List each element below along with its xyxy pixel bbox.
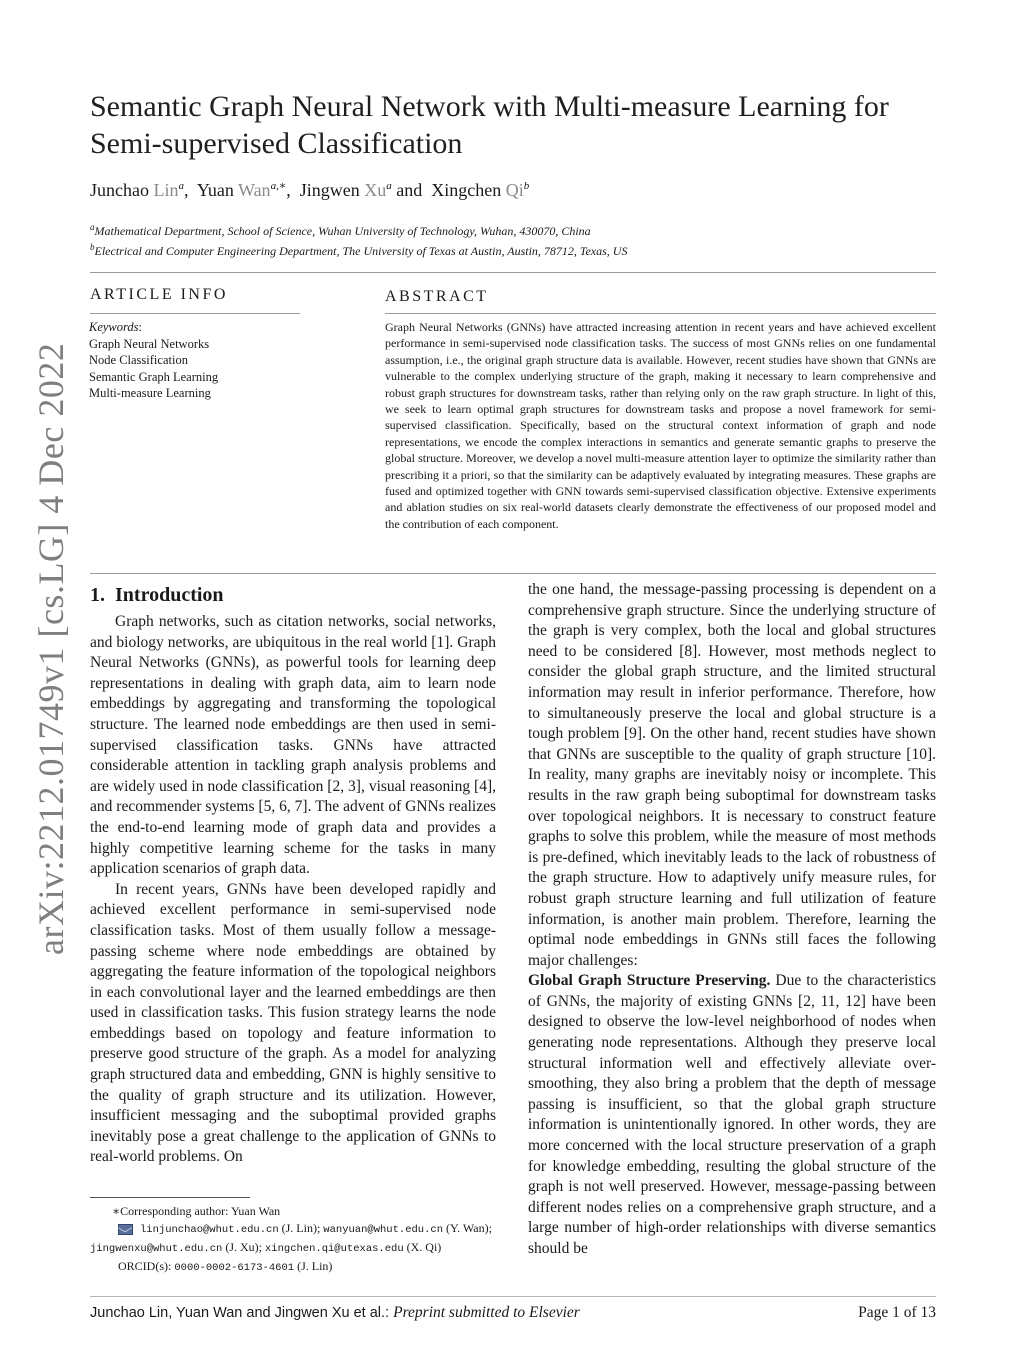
affiliation-text: Mathematical Department, School of Science, Wuhan University of Technology, Wuhan, 430070, China [94, 224, 591, 238]
footnote-rule [90, 1197, 250, 1198]
author-affil-mark: a [386, 180, 392, 192]
body-paragraph: Graph networks, such as citation networks, social networks, and biology networks, are ubiquitous in the real world [1]. Graph Neural Networks (GNNs), as powerful tools for learning deep representations in dealing with graph data, aim to learn node embeddings by aggregating and transforming the topological structure. The learned node embeddings are then used in semi-supervised classification tasks. GNNs have attracted considerable attention in tackling graph analysis problems and are widely used in node classification [2, 3], visual reasoning [4], and recommender systems [5, 6, 7]. The advent of GNNs realizes the end-to-end learning mode of graph data and provides a highly competitive learning scheme for the tasks in many application scenarios of graph data. [90, 613, 496, 878]
affiliation-b [90, 242, 627, 259]
author-list: Junchao Lin$^a$, Yuan Wan$^{a,∗}$, Jingwen Xu$^a$ and Xingchen Qi$^b$ [90, 180, 530, 200]
challenge-paragraph [528, 971, 936, 1259]
keywords-block: Keywords: Graph Neural Networks Node Classification Semantic Graph Learning Multi-measure Learning [89, 320, 219, 400]
affiliation-mark: b [90, 242, 95, 252]
challenge-text: Due to the characteristics of GNNs, the majority of existing GNNs [2, 11, 12] have been designed to observe the low-level neighborhood of nodes when generating node representations. Although they preserve local structural information well and effectively alleviate over-smoothing, they also bring a problem that the depth of message passing is insufficient, so that the global graph structure information is unintentionally ignored. In other words, they are more concerned with the local structure preservation of a graph for knowledge embedding, resulting the global structure of the graph is not well preserved. However, message-passing between different nodes relies on a comprehensive graph structure, and a large number of high-order relationships with diverse semantics should be [528, 972, 936, 1257]
email-owner: (J. Lin); [278, 1221, 324, 1235]
article-info-rule [90, 313, 300, 314]
orcid-id[interactable]: 0000-0002-6173-4601 [174, 1262, 295, 1274]
abstract-text: Graph Neural Networks (GNNs) have attracted increasing attention in recent years and have achieved excellent performance in semi-supervised node classification tasks. The success of most GNNs relies on one fundamental assumption, i.e., the original graph structure data is available. However, recent studies have shown that GNNs are vulnerable to the complex underlying structure of the graph, making it necessary to learn comprehensive and robust graph structures for downstream tasks, rather than relying only on the raw graph structure. In light of this, we seek to learn optimal graph structures for downstream tasks and propose a novel framework for semi-supervised classification. Specifically, based on the structural context information of graph and node representations, we encode the complex interactions in semantics and generate semantic graphs to preserve the global structure. Moreover, we develop a novel multi-measure attention layer to optimize the similarity rather than prescribing it a priori, so that the similarity can be adaptively evaluated by integrating measures. These graphs are fused and optimized together with GNN towards semi-supervised classification objective. Extensive experiments and ablation studies on six real-world datasets clearly demonstrate the effectiveness of our proposed model and the contribution of each component. [385, 320, 936, 531]
keyword: Semantic Graph Learning [89, 369, 219, 384]
email-link[interactable]: xingchen.qi@utexas.edu [265, 1243, 404, 1255]
email-link[interactable]: jingwenxu@whut.edu.cn [90, 1243, 223, 1255]
header-rule [90, 272, 936, 273]
article-info-heading: ARTICLE INFO [90, 286, 228, 303]
section-title: Introduction [115, 584, 224, 606]
footer-venue: Preprint submitted to Elsevier [393, 1304, 580, 1321]
email-line [90, 1239, 500, 1258]
footer-rule [90, 1296, 936, 1297]
author-affil-mark: a,∗ [270, 180, 287, 192]
orcid-label: ORCID(s): [118, 1259, 175, 1273]
author-conjunction: and [396, 180, 423, 200]
body-paragraph: the one hand, the message-passing processing is dependent on a comprehensive graph structure. Since the underlying structure of the graph is very complex, both the local and global structures need to be considered [8]. However, most methods neglect to consider the global graph structure, and the limited structural information may result in inferior performance. Therefore, how to simultaneously preserve the local and global structure is a tough problem [9]. On the other hand, recent studies have shown that GNNs are susceptible to the quality of graph structure [10]. In reality, many graphs are inevitably noisy or incomplete. This results in the raw graph being suboptimal for downstream tasks over topological neighbors. It is necessary to construct feature graphs to solve this problem, while the measure of most methods is pre-defined, which inevitably leads to the lack of robustness of the graph structure. How to adaptively unify measure rules, for robust graph structure learning and full utilization of feature information, is another main problem. Therefore, learning the optimal node embeddings in GNNs still faces the following major challenges: [528, 581, 936, 969]
affiliation-text: Electrical and Computer Engineering Department, The University of Texas at Austin, Austin, 78712, Texas, US [94, 244, 628, 258]
author-surname: Lin [153, 180, 179, 200]
affiliation-mark: a [90, 222, 95, 232]
email-owner: (Y. Wan); [443, 1221, 492, 1235]
orcid-line [90, 1258, 500, 1277]
author-given: Junchao [90, 180, 149, 200]
keywords-label: Keywords [89, 320, 139, 334]
abstract-heading: ABSTRACT [385, 288, 489, 305]
author-surname: Wan [238, 180, 271, 200]
author-surname: Qi [505, 180, 524, 200]
author-affil-mark: b [523, 180, 530, 192]
author-given: Jingwen [299, 180, 360, 200]
abstract-bottom-rule [90, 573, 936, 574]
email-link[interactable]: linjunchao@whut.edu.cn [140, 1224, 279, 1236]
affiliation-a [90, 222, 591, 239]
footer-left [90, 1304, 580, 1322]
author-given: Xingchen [431, 180, 502, 200]
body-paragraph: In recent years, GNNs have been developed rapidly and achieved excellent performance in semi-supervised node classification tasks. Most of them usually follow a message-passing scheme where node embeddings are obtained by aggregating the feature information of the topological neighbors in each convolutional layer and the learned embeddings are then used in classification tasks. This fusion strategy learns the node embeddings based on topology and feature information to preserve good structure of the graph. As a model for analyzing graph structured data and embedding, GNN is highly sensitive to the quality of graph structure and its utilization. However, insufficient messaging and the suboptimal provided graphs inevitably pose a great challenge to the application of GNNs to real-world problems. On [90, 880, 496, 1166]
email-owner: (J. Xu); [222, 1240, 265, 1254]
author-surname: Xu [364, 180, 387, 200]
email-owner: (X. Qi) [403, 1240, 442, 1254]
section-number: 1. [90, 584, 105, 606]
corresponding-note: ∗Corresponding author: Yuan Wan [112, 1204, 281, 1218]
footer-authors: Junchao Lin, Yuan Wan and Jingwen Xu et al.: [90, 1305, 394, 1321]
orcid-owner: (J. Lin) [294, 1259, 333, 1273]
keyword: Multi-measure Learning [89, 386, 211, 400]
author-given: Yuan [196, 180, 234, 200]
footnote [90, 1203, 500, 1277]
challenge-label: Global Graph Structure Preserving. [528, 972, 771, 990]
email-line [90, 1220, 500, 1239]
envelope-icon [118, 1224, 133, 1235]
section-heading [90, 584, 224, 607]
keyword: Graph Neural Networks [89, 336, 210, 351]
paper-title: Semantic Graph Neural Network with Multi-measure Learning for Semi-supervised Classification [90, 90, 889, 160]
left-column [90, 612, 496, 1168]
abstract-rule [385, 313, 936, 314]
arxiv-side-stamp: arXiv:2212.01749v1 [cs.LG] 4 Dec 2022 [31, 342, 71, 955]
keyword: Node Classification [89, 353, 188, 367]
email-link[interactable]: wanyuan@whut.edu.cn [323, 1224, 444, 1236]
right-column [528, 580, 936, 1260]
page-number: Page 1 of 13 [858, 1304, 936, 1321]
author-affil-mark: a [178, 180, 184, 192]
